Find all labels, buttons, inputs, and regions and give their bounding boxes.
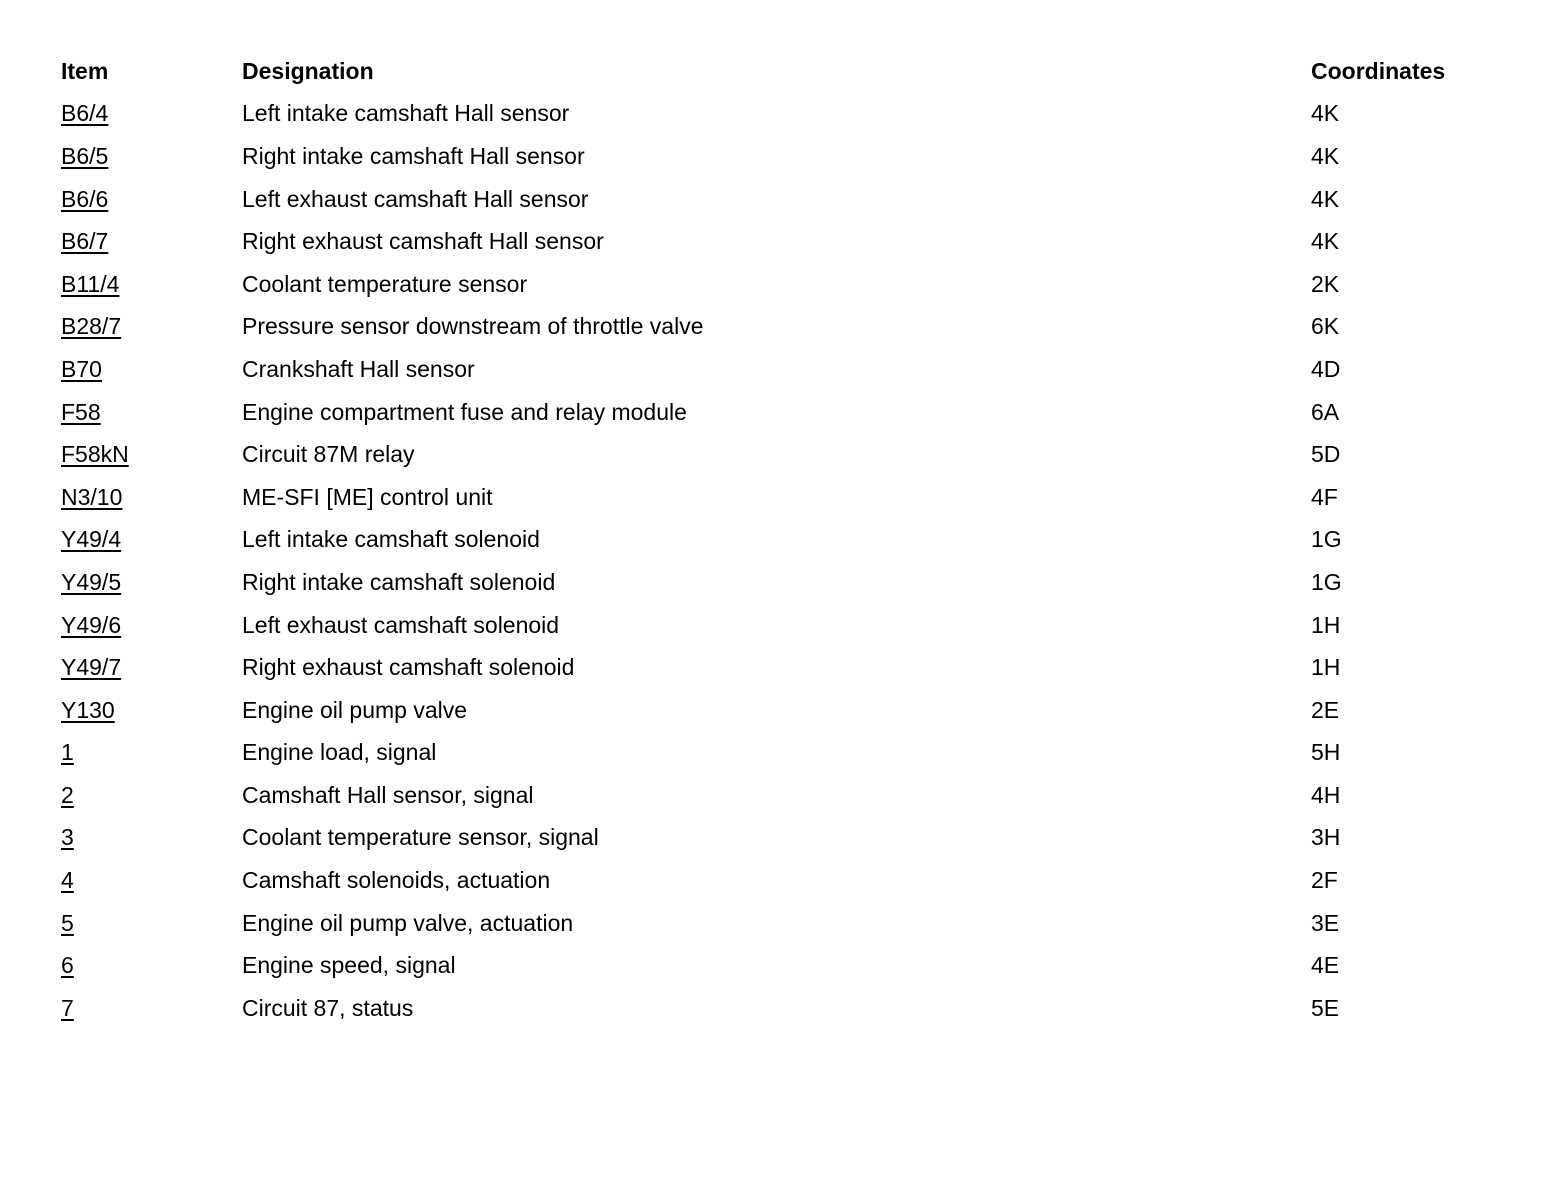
item-cell xyxy=(61,263,242,306)
designation-cell: Camshaft Hall sensor, signal xyxy=(242,781,534,808)
designation-cell: Camshaft solenoids, actuation xyxy=(242,867,551,894)
designation-cell: Coolant temperature sensor, signal xyxy=(242,824,599,851)
item-cell xyxy=(61,944,242,987)
coordinates-cell: 5E xyxy=(1311,994,1340,1021)
table-row xyxy=(61,433,1511,476)
item-cell xyxy=(61,391,242,434)
item-cell xyxy=(61,519,242,562)
table-row xyxy=(61,306,1511,349)
item-cell xyxy=(61,604,242,647)
item-link[interactable]: B70 xyxy=(61,355,102,382)
table-row xyxy=(61,561,1511,604)
coordinates-cell: 4E xyxy=(1311,952,1340,979)
designation-cell: Circuit 87, status xyxy=(242,994,414,1021)
table-row xyxy=(61,391,1511,434)
coordinates-cell: 4F xyxy=(1311,483,1338,510)
table-row xyxy=(61,93,1511,136)
table-row xyxy=(61,519,1511,562)
item-cell xyxy=(61,774,242,817)
designation-cell: Left intake camshaft Hall sensor xyxy=(242,100,570,127)
coordinates-cell: 5D xyxy=(1311,441,1341,468)
coordinates-cell: 1G xyxy=(1311,568,1342,595)
designation-cell: Right exhaust camshaft Hall sensor xyxy=(242,228,604,255)
coordinates-cell: 1G xyxy=(1311,526,1342,553)
designation-cell: Right intake camshaft Hall sensor xyxy=(242,142,585,169)
coordinates-cell: 3E xyxy=(1311,909,1340,936)
item-cell xyxy=(61,646,242,689)
table-header-row xyxy=(61,50,1511,93)
coordinates-cell: 1H xyxy=(1311,611,1341,638)
item-cell xyxy=(61,689,242,732)
coordinates-cell: 1H xyxy=(1311,654,1341,681)
item-cell xyxy=(61,561,242,604)
designation-cell: Right intake camshaft solenoid xyxy=(242,568,556,595)
coordinates-cell: 4D xyxy=(1311,355,1341,382)
table-row xyxy=(61,817,1511,860)
item-cell xyxy=(61,93,242,136)
item-cell xyxy=(61,433,242,476)
coordinates-cell: 4H xyxy=(1311,781,1341,808)
designation-cell: Engine oil pump valve xyxy=(242,696,468,723)
table-row xyxy=(61,604,1511,647)
designation-cell: Engine speed, signal xyxy=(242,952,456,979)
item-cell xyxy=(61,732,242,775)
item-link[interactable]: F58kN xyxy=(61,441,129,468)
item-link[interactable]: 2 xyxy=(61,781,74,808)
designation-cell: Right exhaust camshaft solenoid xyxy=(242,654,575,681)
designation-cell: ME-SFI [ME] control unit xyxy=(242,483,493,510)
item-link[interactable]: Y49/4 xyxy=(61,526,122,553)
coordinates-cell: 2F xyxy=(1311,867,1338,894)
item-link[interactable]: B11/4 xyxy=(61,270,120,297)
item-link[interactable]: Y130 xyxy=(61,696,115,723)
coordinates-cell: 6K xyxy=(1311,313,1340,340)
item-link[interactable]: 4 xyxy=(61,867,74,894)
table-body xyxy=(61,93,1511,1030)
coordinates-cell: 4K xyxy=(1311,100,1340,127)
coordinates-cell: 2E xyxy=(1311,696,1340,723)
designation-cell: Left exhaust camshaft Hall sensor xyxy=(242,185,589,212)
coordinates-cell: 2K xyxy=(1311,270,1340,297)
coordinates-cell: 4K xyxy=(1311,142,1340,169)
item-cell xyxy=(61,902,242,945)
header-item: Item xyxy=(61,57,109,84)
designation-cell: Left intake camshaft solenoid xyxy=(242,526,540,553)
item-link[interactable]: 7 xyxy=(61,994,74,1021)
table-row xyxy=(61,220,1511,263)
item-cell xyxy=(61,987,242,1030)
header-coordinates: Coordinates xyxy=(1311,57,1446,84)
item-link[interactable]: 3 xyxy=(61,824,74,851)
table-row xyxy=(61,859,1511,902)
item-link[interactable]: 1 xyxy=(61,739,74,766)
coordinates-cell: 6A xyxy=(1311,398,1340,425)
table-row xyxy=(61,732,1511,775)
header-designation: Designation xyxy=(242,57,374,84)
designation-cell: Engine oil pump valve, actuation xyxy=(242,909,574,936)
designation-cell: Crankshaft Hall sensor xyxy=(242,355,475,382)
item-link[interactable]: 6 xyxy=(61,952,74,979)
coordinates-cell: 4K xyxy=(1311,185,1340,212)
designation-cell: Left exhaust camshaft solenoid xyxy=(242,611,560,638)
item-link[interactable]: B28/7 xyxy=(61,313,122,340)
designation-cell: Coolant temperature sensor xyxy=(242,270,528,297)
table-row xyxy=(61,178,1511,221)
item-link[interactable]: B6/6 xyxy=(61,185,109,212)
table-row xyxy=(61,902,1511,945)
item-link[interactable]: N3/10 xyxy=(61,483,123,510)
item-link[interactable]: B6/4 xyxy=(61,100,109,127)
designation-cell: Circuit 87M relay xyxy=(242,441,415,468)
table-row xyxy=(61,135,1511,178)
legend-table xyxy=(61,50,1511,1030)
item-link[interactable]: B6/7 xyxy=(61,228,109,255)
table-row xyxy=(61,263,1511,306)
table-row xyxy=(61,987,1511,1030)
item-link[interactable]: B6/5 xyxy=(61,142,109,169)
item-cell xyxy=(61,817,242,860)
designation-cell: Engine compartment fuse and relay module xyxy=(242,398,687,425)
item-link[interactable]: F58 xyxy=(61,398,101,425)
item-link[interactable]: Y49/7 xyxy=(61,654,122,681)
item-cell xyxy=(61,476,242,519)
item-link[interactable]: 5 xyxy=(61,909,74,936)
table-row xyxy=(61,646,1511,689)
item-link[interactable]: Y49/6 xyxy=(61,611,122,638)
item-cell xyxy=(61,348,242,391)
coordinates-cell: 3H xyxy=(1311,824,1341,851)
coordinates-cell: 4K xyxy=(1311,228,1340,255)
table-row xyxy=(61,348,1511,391)
designation-cell: Pressure sensor downstream of throttle valve xyxy=(242,313,704,340)
table-row xyxy=(61,689,1511,732)
item-link[interactable]: Y49/5 xyxy=(61,568,122,595)
table-row xyxy=(61,476,1511,519)
item-cell xyxy=(61,859,242,902)
designation-cell: Engine load, signal xyxy=(242,739,437,766)
item-cell xyxy=(61,135,242,178)
table-row xyxy=(61,774,1511,817)
item-cell xyxy=(61,220,242,263)
table-row xyxy=(61,944,1511,987)
item-cell xyxy=(61,178,242,221)
coordinates-cell: 5H xyxy=(1311,739,1341,766)
item-cell xyxy=(61,306,242,349)
